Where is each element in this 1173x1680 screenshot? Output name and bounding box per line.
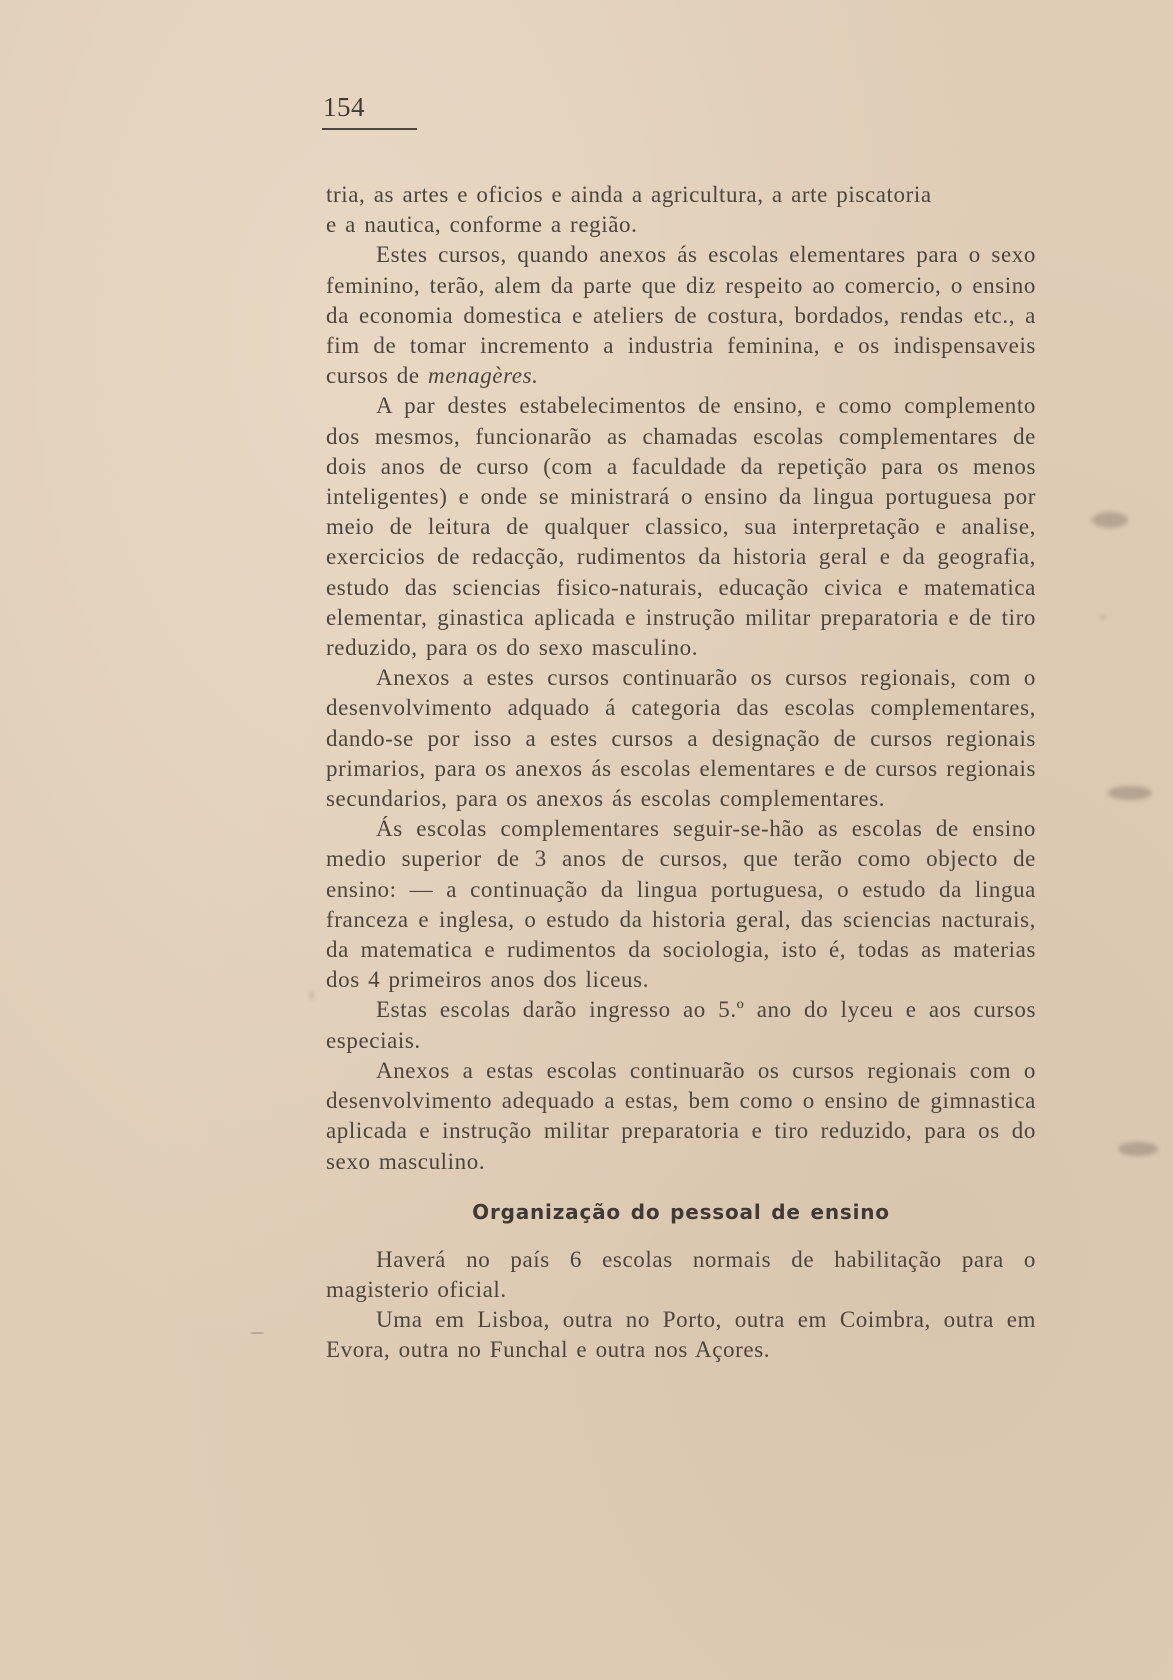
section-title: Organização do pessoal de ensino <box>472 1199 890 1224</box>
paragraph-3: A par destes estabelecimentos de ensino, e como complemento dos mesmos, funcionarão as chamadas escolas complementares de dois anos de curso (com a faculdade da repetição para os menos inteligentes) e onde se ministrará o ensino da lingua portuguesa por meio de leitura de qualquer classico, sua interpretação e analise, exercicios de redacção, rudimentos da historia geral e da geografia, estudo das sciencias fisico-naturais, educação civica e matematica elementar, ginastica aplicada e instrução militar preparatoria e de tiro reduzido, para os do sexo masculino. <box>326 393 1036 661</box>
margin-dot-1 <box>1101 615 1105 619</box>
margin-dash <box>250 1332 264 1334</box>
paragraph-4: Anexos a estes cursos continuarão os cursos regionais, com o desenvolvimento adquado á categoria das escolas complementares, dando-se por isso a estes cursos a designação de cursos regionais primarios, para os anexos ás escolas elementares e de cursos regionais secundarios, para os anexos ás escolas complementares. <box>326 665 1036 812</box>
paragraph-2-text: Estes cursos, quando anexos ás escolas elementares para o sexo feminino, terão, alem da parte que diz respeito ao comercio, o ensino da economia domestica e ateliers de costura, bordados, rendas etc., a fim de tomar incremento a industria feminina, e os indispensaveis cursos de <box>326 242 1036 389</box>
paragraph-2-italic: menagères. <box>427 363 539 389</box>
paragraph-2 <box>326 240 1036 391</box>
paragraph-5: Ás escolas complementares seguir-se-hão as escolas de ensino medio superior de 3 anos de cursos, que terão como objecto de ensino: — a continuação da lingua portuguesa, o estudo da lingua franceza e inglesa, o estudo da historia geral, das sciencias nacturais, da matematica e rudimentos da sociologia, isto é, todas as materias dos 4 primeiros anos dos liceus. <box>326 816 1036 993</box>
margin-smudge-3 <box>1118 1142 1158 1156</box>
paragraph-6: Estas escolas darão ingresso ao 5.º ano do lyceu e aos cursos especiais. <box>326 997 1036 1053</box>
margin-dot-2 <box>310 991 313 999</box>
paragraph-8: Haverá no país 6 escolas normais de habilitação para o magisterio oficial. <box>326 1246 1036 1302</box>
page-number-rule <box>322 128 417 130</box>
paragraph-1-line-1: tria, as artes e oficios e ainda a agricultura, a arte piscatoria <box>326 182 932 207</box>
page-number: 154 <box>323 92 365 122</box>
body-text <box>326 180 1036 1366</box>
margin-smudge-2 <box>1108 786 1152 800</box>
paragraph-1-line-2: e a nautica, conforme a região. <box>326 212 638 238</box>
paragraph-7: Anexos a estas escolas continuarão os cursos regionais com o desenvolvimento adequado a estas, bem como o ensino de gimnastica aplicada e instrução militar preparatoria e tiro reduzido, para os do sexo masculino. <box>326 1057 1036 1174</box>
paragraph-9: Uma em Lisboa, outra no Porto, outra em Coimbra, outra em Evora, outra no Funchal e outra nos Açores. <box>326 1307 1036 1363</box>
margin-smudge-1 <box>1092 512 1128 528</box>
